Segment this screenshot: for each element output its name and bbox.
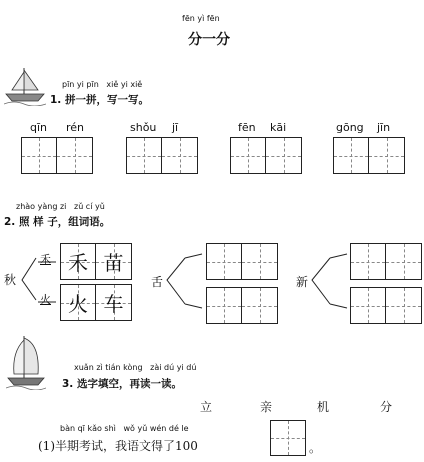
question1-pinyin: bàn qī kǎo shì wǒ yǔ wén dé le [60,424,189,433]
writing-grid-word2[interactable] [126,137,198,174]
section3-heading: 3. 选字填空，再读一读。 [62,378,182,390]
root-char-she: 舌 [151,275,164,289]
word1-pinyin-b: rén [66,121,85,134]
section2-pinyin: zhào yàng zi zǔ cí yǔ [16,202,105,211]
word-cell[interactable] [386,288,421,323]
writing-cell[interactable] [127,138,162,173]
writing-cell[interactable] [369,138,404,173]
answer-cell[interactable] [271,421,305,455]
word-grid-she-1[interactable] [206,243,278,280]
word-cell[interactable] [242,244,277,279]
word4-pinyin-b: jīn [377,121,391,134]
word-cell[interactable] [207,244,242,279]
writing-grid-word4[interactable] [333,137,405,174]
question1-text: (1)半期考试，我语文得了100 [38,439,198,453]
word-cell [61,285,96,320]
writing-cell[interactable] [162,138,197,173]
radical-he: 禾 [40,253,51,266]
word-cell[interactable] [386,244,421,279]
word-grid-example-2 [60,284,132,321]
word-grid-she-2[interactable] [206,287,278,324]
word2-pinyin-a: shǒu [130,121,157,134]
choice-char[interactable]: 立 [200,400,213,414]
word-cell[interactable] [351,244,386,279]
radical-huo: 火 [40,293,51,306]
section1-heading: 1. 拼一拼，写一写。 [50,94,149,106]
sailboat-icon [4,66,46,106]
word2-pinyin-b: jī [172,121,179,134]
answer-box-q1[interactable] [270,420,306,456]
word3-pinyin-a: fēn [238,121,256,134]
writing-cell[interactable] [266,138,301,173]
sailboat-icon [6,334,46,390]
writing-cell[interactable] [22,138,57,173]
word-char: 车 [103,292,124,316]
word-grid-xin-1[interactable] [350,243,422,280]
section1-pinyin: pīn yi pīn xiě yi xiě [62,80,143,89]
word-cell [61,244,96,279]
title-pinyin: fēn yì fēn [182,14,220,23]
root-char-xin: 新 [296,275,309,289]
word-cell[interactable] [207,288,242,323]
word-cell[interactable] [242,288,277,323]
choice-char[interactable]: 分 [380,400,393,414]
writing-cell[interactable] [231,138,266,173]
word4-pinyin-a: gōng [336,121,364,134]
word-cell [96,285,131,320]
word-grid-example-1 [60,243,132,280]
word1-pinyin-a: qīn [30,121,48,134]
word-char: 火 [68,292,88,316]
word-char: 苗 [103,251,124,275]
section2-heading: 2. 照 样 子，组词语。 [4,216,111,228]
root-char-qiu: 秋 [4,273,17,287]
writing-grid-word1[interactable] [21,137,93,174]
writing-grid-word3[interactable] [230,137,302,174]
choice-char[interactable]: 亲 [260,400,273,414]
writing-cell[interactable] [57,138,92,173]
section3-pinyin: xuǎn zì tián kòng zài dú yi dú [74,363,197,372]
choice-char[interactable]: 机 [317,400,330,414]
writing-cell[interactable] [334,138,369,173]
page-title: 分一分 [188,32,230,48]
word-grid-xin-2[interactable] [350,287,422,324]
word3-pinyin-b: kāi [270,121,287,134]
question1-end: 。 [309,441,322,455]
word-char: 禾 [68,251,88,275]
word-cell[interactable] [351,288,386,323]
word-cell [96,244,131,279]
